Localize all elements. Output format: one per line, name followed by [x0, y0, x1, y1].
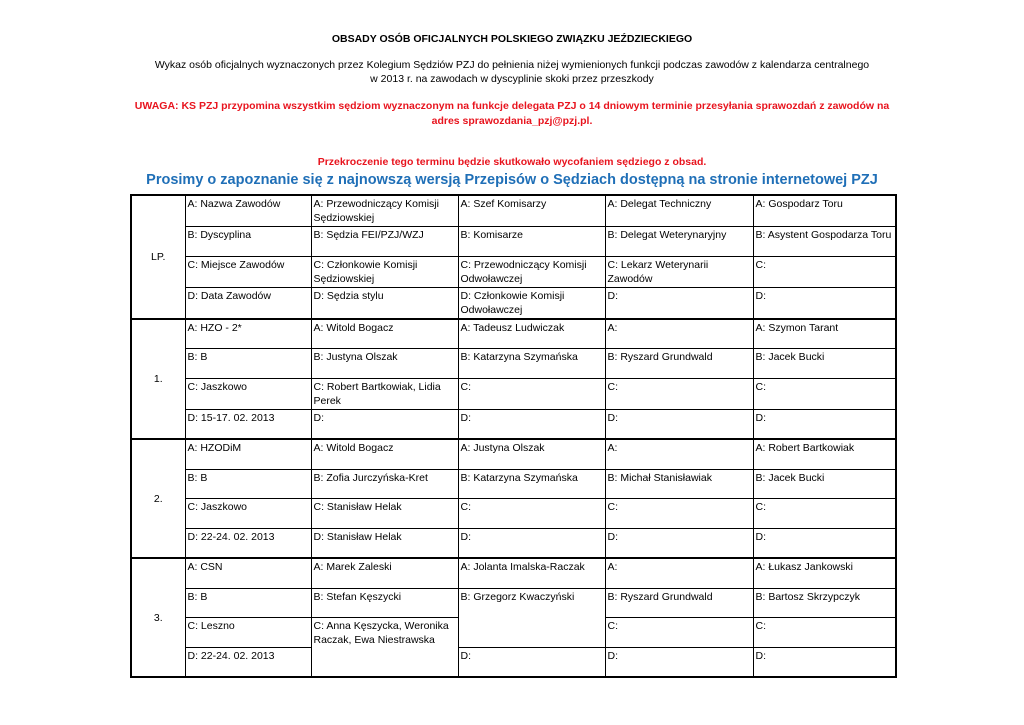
- table-row: [131, 287, 896, 319]
- table-cell: A: Szymon Tarant: [753, 319, 896, 349]
- table-cell: B: Stefan Kęszycki: [311, 588, 458, 618]
- table-cell: C:: [753, 378, 896, 409]
- table-cell: C:: [605, 499, 753, 529]
- entry-number: 1.: [131, 319, 185, 440]
- table-cell: A: Gospodarz Toru: [753, 195, 896, 227]
- table-cell: A: Witold Bogacz: [311, 319, 458, 349]
- table-cell: B: Justyna Olszak: [311, 349, 458, 379]
- table-cell: D:: [311, 409, 458, 439]
- table-cell: A:: [605, 558, 753, 588]
- table-cell: D: Data Zawodów: [185, 287, 311, 319]
- table-cell: A: Tadeusz Ludwiczak: [458, 319, 605, 349]
- table-row: [131, 439, 896, 469]
- table-row: [131, 319, 896, 349]
- table-row: [131, 528, 896, 558]
- table-cell: D:: [753, 409, 896, 439]
- table-cell: B: B: [185, 588, 311, 618]
- table-cell: B: Asystent Gospodarza Toru: [753, 227, 896, 257]
- table-cell: D: Członkowie Komisji Odwoławczej: [458, 287, 605, 319]
- table-cell: A: Witold Bogacz: [311, 439, 458, 469]
- table-row: [131, 558, 896, 588]
- table-cell: A: Szef Komisarzy: [458, 195, 605, 227]
- table-cell: D:: [605, 647, 753, 677]
- table-cell: C:: [605, 378, 753, 409]
- table-cell: C: Leszno: [185, 618, 311, 648]
- assignments-table: [130, 194, 897, 678]
- table-cell: A: Przewodniczący Komisji Sędziowskiej: [311, 195, 458, 227]
- table-cell: D: Stanisław Helak: [311, 528, 458, 558]
- table-cell: D: 22-24. 02. 2013: [185, 528, 311, 558]
- table-cell: A: Justyna Olszak: [458, 439, 605, 469]
- table-cell: C:: [458, 499, 605, 529]
- table-cell: A: Delegat Techniczny: [605, 195, 753, 227]
- table-cell: D:: [753, 287, 896, 319]
- table-cell: B: Ryszard Grundwald: [605, 349, 753, 379]
- table-cell: B: Katarzyna Szymańska: [458, 349, 605, 379]
- table-cell: D:: [753, 528, 896, 558]
- regulations-notice: Prosimy o zapoznanie się z najnowszą wersją Przepisów o Sędziach dostępną na stronie internetowej PZJ: [146, 172, 878, 188]
- table-row: [131, 195, 896, 227]
- table-cell: B: Jacek Bucki: [753, 469, 896, 499]
- table-cell: B: Zofia Jurczyńska-Kret: [311, 469, 458, 499]
- table-cell: A: CSN: [185, 558, 311, 588]
- table-cell: C: Jaszkowo: [185, 378, 311, 409]
- table-row: [131, 409, 896, 439]
- table-cell: B: Delegat Weterynaryjny: [605, 227, 753, 257]
- table-row: [131, 256, 896, 287]
- lp-header: LP.: [131, 195, 185, 319]
- table-cell: A: HZODiM: [185, 439, 311, 469]
- table-row: [131, 588, 896, 618]
- table-cell: C: Przewodniczący Komisji Odwoławczej: [458, 256, 605, 287]
- table-cell: A:: [605, 439, 753, 469]
- table-cell: C:: [753, 256, 896, 287]
- table-cell: B: B: [185, 349, 311, 379]
- table-cell: A: Robert Bartkowiak: [753, 439, 896, 469]
- table-cell: D:: [458, 647, 605, 677]
- table-cell: A: Nazwa Zawodów: [185, 195, 311, 227]
- warning-text: UWAGA: KS PZJ przypomina wszystkim sędziom wyznaczonym na funkcje delegata PZJ o 14 dniowym terminie przesyłania sprawozdań z zawodów na adres sprawozdania_pzj@pzj.pl.: [134, 100, 890, 127]
- table-cell: A:: [605, 319, 753, 349]
- table-cell: D: Sędzia stylu: [311, 287, 458, 319]
- table-cell: C: Członkowie Komisji Sędziowskiej: [311, 256, 458, 287]
- table-row: [131, 378, 896, 409]
- table-cell: C:: [753, 618, 896, 648]
- table-cell: C:: [605, 618, 753, 648]
- table-cell: B: Sędzia FEI/PZJ/WZJ: [311, 227, 458, 257]
- entry-number: 3.: [131, 558, 185, 677]
- table-cell: D:: [458, 409, 605, 439]
- table-cell: D:: [605, 528, 753, 558]
- table-row: [131, 647, 896, 677]
- table-cell: B: Bartosz Skrzypczyk: [753, 588, 896, 618]
- entry-number: 2.: [131, 439, 185, 558]
- table-cell: C: Robert Bartkowiak, Lidia Perek: [311, 378, 458, 409]
- table-cell: A: HZO - 2*: [185, 319, 311, 349]
- warning-deadline-text: Przekroczenie tego terminu będzie skutkowało wycofaniem sędziego z obsad.: [317, 156, 707, 168]
- table-cell: C: Anna Kęszycka, Weronika Raczak, Ewa Niestrawska: [311, 618, 458, 678]
- table-cell: C: Stanisław Helak: [311, 499, 458, 529]
- table-cell: D:: [458, 528, 605, 558]
- table-cell: B: B: [185, 469, 311, 499]
- table-row: [131, 349, 896, 379]
- intro-text: Wykaz osób oficjalnych wyznaczonych przez Kolegium Sędziów PZJ do pełnienia niżej wymienionych funkcji podczas zawodów z kalendarza centralnego w 2013 r. na zawodach w dyscyplinie skoki przez przeszkody: [154, 59, 870, 85]
- table-row: [131, 469, 896, 499]
- table-cell: C: Lekarz Weterynarii Zawodów: [605, 256, 753, 287]
- table-cell: B: Grzegorz Kwaczyński: [458, 588, 605, 647]
- table-cell: A: Łukasz Jankowski: [753, 558, 896, 588]
- table-cell: C:: [753, 499, 896, 529]
- table-row: [131, 227, 896, 257]
- table-cell: C:: [458, 378, 605, 409]
- table-cell: A: Marek Zaleski: [311, 558, 458, 588]
- table-cell: B: Komisarze: [458, 227, 605, 257]
- table-cell: D: 15-17. 02. 2013: [185, 409, 311, 439]
- table-cell: B: Ryszard Grundwald: [605, 588, 753, 618]
- table-cell: B: Dyscyplina: [185, 227, 311, 257]
- table-cell: C: Miejsce Zawodów: [185, 256, 311, 287]
- table-cell: D:: [605, 409, 753, 439]
- table-cell: C: Jaszkowo: [185, 499, 311, 529]
- table-cell: B: Katarzyna Szymańska: [458, 469, 605, 499]
- table-cell: D:: [753, 647, 896, 677]
- table-cell: B: Jacek Bucki: [753, 349, 896, 379]
- table-row: [131, 499, 896, 529]
- document-title: OBSADY OSÓB OFICJALNYCH POLSKIEGO ZWIĄZKU JEŹDZIECKIEGO: [331, 33, 693, 45]
- table-cell: D:: [605, 287, 753, 319]
- table-cell: D: 22-24. 02. 2013: [185, 647, 311, 677]
- table-cell: A: Jolanta Imalska-Raczak: [458, 558, 605, 588]
- table-cell: B: Michał Stanisławiak: [605, 469, 753, 499]
